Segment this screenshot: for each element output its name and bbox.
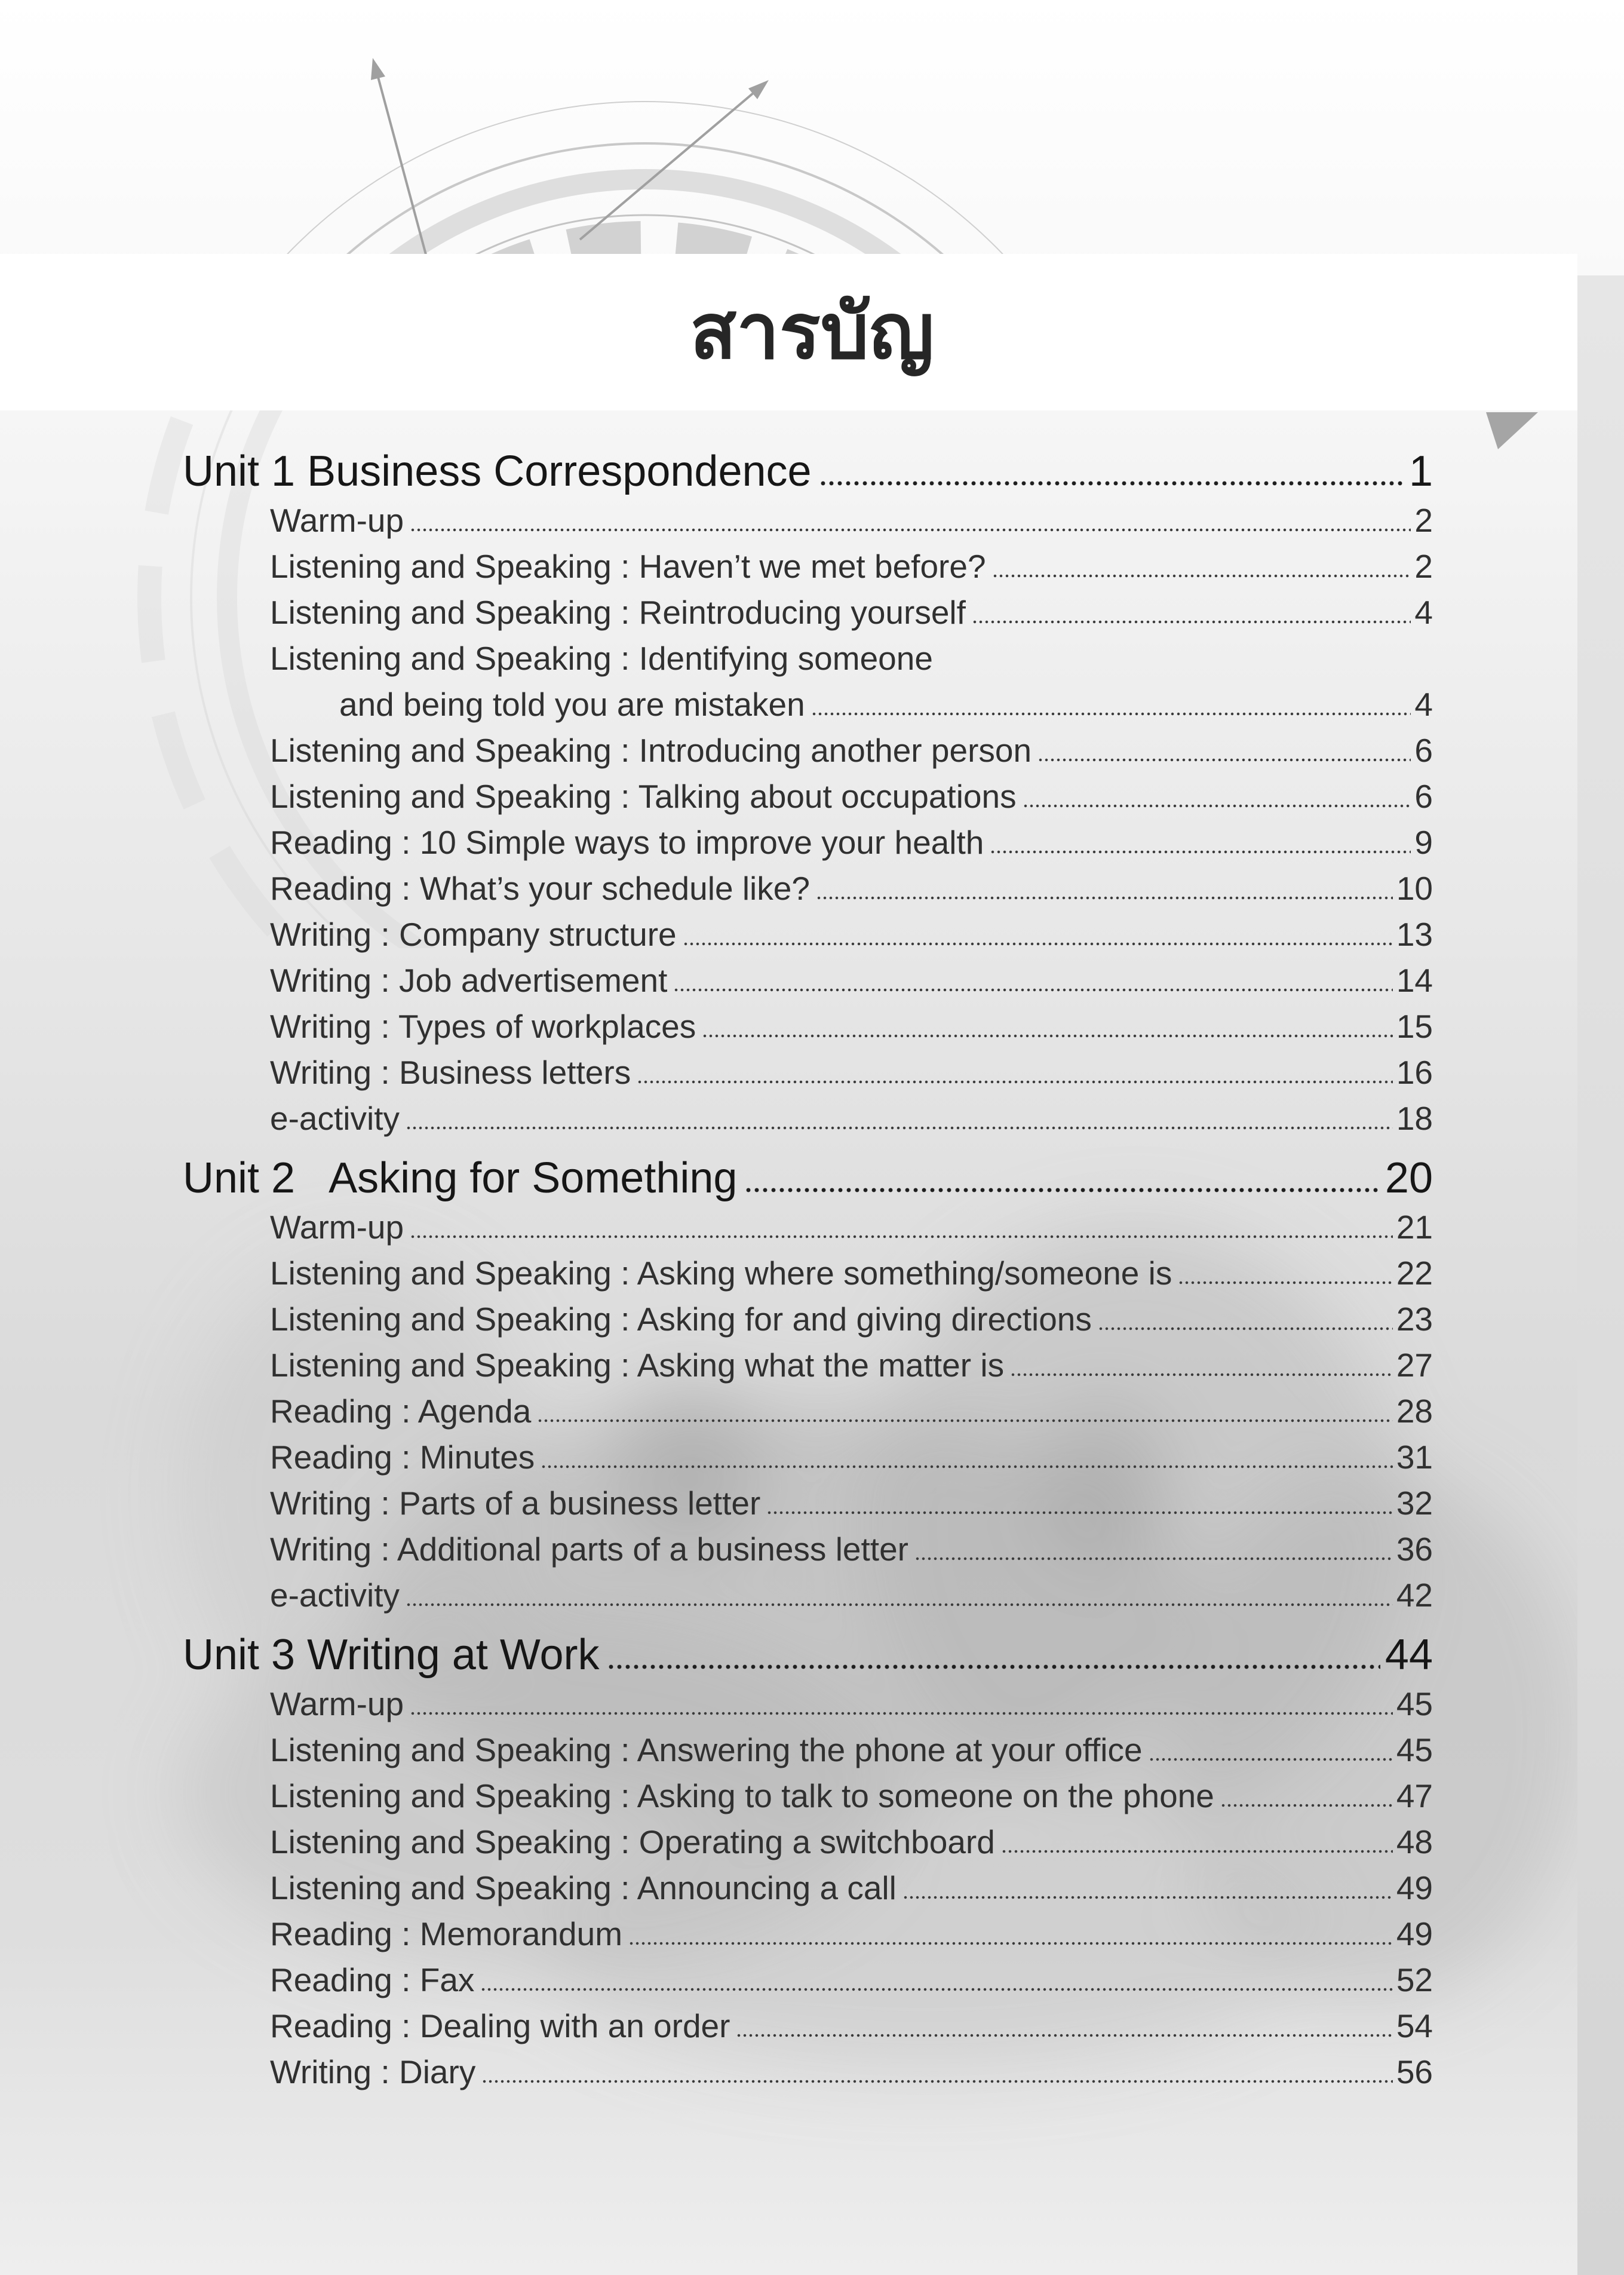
dot-leader	[811, 682, 1411, 728]
toc-entry-label: e-activity	[270, 1577, 400, 1614]
toc-entry-label: Reading : Minutes	[270, 1439, 535, 1476]
toc-entry-page: 6	[1414, 732, 1433, 769]
toc-entry-label: Writing : Company structure	[270, 916, 677, 953]
unit-heading: Unit 1 Business Correspondence	[183, 447, 812, 495]
toc-entry	[183, 1911, 1433, 1957]
toc-entry	[183, 728, 1433, 774]
toc-entry-label: Listening and Speaking : Asking where something/someone is	[270, 1255, 1172, 1292]
toc-entry-label: Listening and Speaking : Announcing a call	[270, 1869, 897, 1906]
dot-leader	[766, 1480, 1393, 1526]
dot-leader	[992, 544, 1411, 590]
toc-entry-page: 2	[1414, 548, 1433, 585]
toc-entry	[183, 1819, 1433, 1865]
dot-leader	[902, 1865, 1393, 1911]
toc-entry	[183, 1096, 1433, 1142]
toc-entry	[183, 498, 1433, 544]
toc-entry	[183, 590, 1433, 636]
toc-entry-label: Listening and Speaking : Answering the phone at your office	[270, 1731, 1143, 1768]
toc-entry	[183, 1773, 1433, 1819]
toc-entry-page: 45	[1396, 1731, 1433, 1768]
dot-leader	[628, 1911, 1393, 1957]
toc-entry	[183, 1004, 1433, 1050]
toc-entry-page: 23	[1396, 1301, 1433, 1338]
toc-entry	[183, 1050, 1433, 1096]
toc-entry-label-continuation: and being told you are mistaken	[339, 686, 805, 723]
toc-entry-label: Listening and Speaking : Asking for and giving directions	[270, 1301, 1092, 1338]
toc-entry-page: 15	[1396, 1008, 1433, 1045]
toc-entry	[183, 912, 1433, 958]
toc-entry-label: Writing : Types of workplaces	[270, 1008, 696, 1045]
toc-entry-page: 13	[1396, 916, 1433, 953]
toc-entry-page: 6	[1414, 778, 1433, 815]
toc-entry	[183, 2049, 1433, 2095]
toc-entry-label: e-activity	[270, 1100, 400, 1137]
toc-entry-label: Listening and Speaking : Haven’t we met before?	[270, 548, 986, 585]
toc-entry	[183, 2003, 1433, 2049]
unit-heading-row	[183, 1629, 1433, 1681]
toc-entry-page: 54	[1396, 2007, 1433, 2044]
toc-entry-label: Writing : Diary	[270, 2053, 476, 2090]
toc-entry-label: Listening and Speaking : Identifying someone	[270, 640, 933, 677]
toc-entry-continuation	[183, 682, 1433, 728]
toc-entry-label: Reading : Memorandum	[270, 1915, 623, 1952]
dot-leader	[637, 1050, 1393, 1096]
toc-entry	[183, 636, 1433, 682]
dot-leader	[1037, 728, 1411, 774]
dot-leader	[480, 1957, 1392, 2003]
toc-entry-page: 2	[1414, 502, 1433, 539]
toc-entry-page: 45	[1396, 1685, 1433, 1722]
toc-entry-page: 49	[1396, 1869, 1433, 1906]
dot-leader	[816, 866, 1393, 912]
toc-entry-page: 52	[1396, 1961, 1433, 1998]
toc-entry-page: 36	[1396, 1531, 1433, 1568]
right-side-strip	[1577, 275, 1624, 2275]
dot-leader	[736, 2003, 1392, 2049]
toc-entry-label: Listening and Speaking : Introducing another person	[270, 732, 1032, 769]
page-title: สารบัญ	[689, 287, 935, 376]
dot-leader	[1010, 1342, 1393, 1388]
toc-entry	[183, 1204, 1433, 1250]
toc-entry-label: Listening and Speaking : Asking to talk to someone on the phone	[270, 1777, 1214, 1814]
toc-entry-label: Warm-up	[270, 502, 404, 539]
dot-leader	[406, 1572, 1393, 1618]
dot-leader	[914, 1526, 1393, 1572]
toc-entry	[183, 544, 1433, 590]
dot-leader	[1149, 1727, 1393, 1773]
toc-entry-page: 28	[1396, 1393, 1433, 1430]
toc-entry	[183, 866, 1433, 912]
unit-2-section	[183, 1152, 1433, 1618]
unit-heading-row	[183, 1152, 1433, 1204]
toc-entry-page: 56	[1396, 2053, 1433, 2090]
toc-entry-label: Writing : Parts of a business letter	[270, 1485, 761, 1522]
toc-entry	[183, 1681, 1433, 1727]
toc-entry	[183, 958, 1433, 1004]
toc-entry	[183, 1572, 1433, 1618]
toc-entry-page: 14	[1396, 962, 1433, 999]
unit-page-number: 20	[1384, 1154, 1433, 1202]
dot-leader	[481, 2049, 1392, 2095]
toc-entry-page: 47	[1396, 1777, 1433, 1814]
dot-leader	[541, 1434, 1393, 1480]
dot-leader	[683, 912, 1393, 958]
unit-page-number: 44	[1384, 1631, 1433, 1679]
toc-entry-label: Reading : Agenda	[270, 1393, 532, 1430]
unit-page-number: 1	[1408, 447, 1433, 495]
dot-leader	[1098, 1296, 1393, 1342]
dot-leader	[1178, 1250, 1392, 1296]
dot-leader	[406, 1096, 1393, 1142]
toc-entry-page: 4	[1414, 594, 1433, 631]
toc-entry-label: Listening and Speaking : Talking about occupations	[270, 778, 1017, 815]
dot-leader	[1220, 1773, 1393, 1819]
toc-entry	[183, 1250, 1433, 1296]
toc-entry-label: Listening and Speaking : Operating a switchboard	[270, 1823, 995, 1860]
toc-entry	[183, 1957, 1433, 2003]
toc-entry	[183, 1388, 1433, 1434]
toc-entry-label: Reading : 10 Simple ways to improve your health	[270, 824, 984, 861]
unit-heading: Unit 3 Writing at Work	[183, 1631, 600, 1679]
dot-leader	[410, 1681, 1393, 1727]
dot-leader	[1023, 774, 1411, 820]
unit-heading: Unit 2 Asking for Something	[183, 1154, 738, 1202]
dot-leader	[744, 1152, 1380, 1204]
toc-entry-label: Writing : Business letters	[270, 1054, 631, 1091]
toc-entry-page: 49	[1396, 1915, 1433, 1952]
toc-entry	[183, 1296, 1433, 1342]
dot-leader	[607, 1629, 1380, 1681]
toc-entry	[183, 820, 1433, 866]
dot-leader	[819, 445, 1404, 498]
dot-leader	[972, 590, 1411, 636]
toc-entry	[183, 1526, 1433, 1572]
toc-entry-label: Reading : Fax	[270, 1961, 475, 1998]
toc-entry-page: 48	[1396, 1823, 1433, 1860]
toc-entry-label: Reading : Dealing with an order	[270, 2007, 730, 2044]
toc-entry-label: Writing : Job advertisement	[270, 962, 668, 999]
dot-leader	[990, 820, 1411, 866]
toc-entry	[183, 1865, 1433, 1911]
toc-entry-label: Listening and Speaking : Reintroducing yourself	[270, 594, 966, 631]
dot-leader	[673, 958, 1392, 1004]
unit-3-section	[183, 1629, 1433, 2095]
toc-entry-page: 18	[1396, 1100, 1433, 1137]
dot-leader	[410, 498, 1411, 544]
toc-entry	[183, 1480, 1433, 1526]
toc-entry	[183, 774, 1433, 820]
toc-entry-label: Reading : What’s your schedule like?	[270, 870, 810, 907]
toc-entry-page: 31	[1396, 1439, 1433, 1476]
toc-entry-page: 22	[1396, 1255, 1433, 1292]
toc-entry	[183, 1434, 1433, 1480]
toc-entry-page: 4	[1414, 686, 1433, 723]
toc-entry-label: Writing : Additional parts of a business letter	[270, 1531, 908, 1568]
toc-entry-page: 21	[1396, 1209, 1433, 1246]
toc-entry-page: 10	[1396, 870, 1433, 907]
dot-leader	[410, 1204, 1393, 1250]
toc-entry-page: 32	[1396, 1485, 1433, 1522]
unit-1-section	[183, 445, 1433, 1142]
toc-entry	[183, 1342, 1433, 1388]
table-of-contents	[183, 445, 1433, 2095]
unit-heading-row	[183, 445, 1433, 498]
toc-entry-page: 42	[1396, 1577, 1433, 1614]
toc-entry-page: 27	[1396, 1347, 1433, 1384]
dot-leader	[1001, 1819, 1393, 1865]
toc-entry-page: 16	[1396, 1054, 1433, 1091]
toc-entry-label: Warm-up	[270, 1209, 404, 1246]
dot-leader	[537, 1388, 1392, 1434]
toc-entry-label: Warm-up	[270, 1685, 404, 1722]
toc-entry-page: 9	[1414, 824, 1433, 861]
toc-entry-label: Listening and Speaking : Asking what the matter is	[270, 1347, 1005, 1384]
toc-entry	[183, 1727, 1433, 1773]
dot-leader	[702, 1004, 1393, 1050]
